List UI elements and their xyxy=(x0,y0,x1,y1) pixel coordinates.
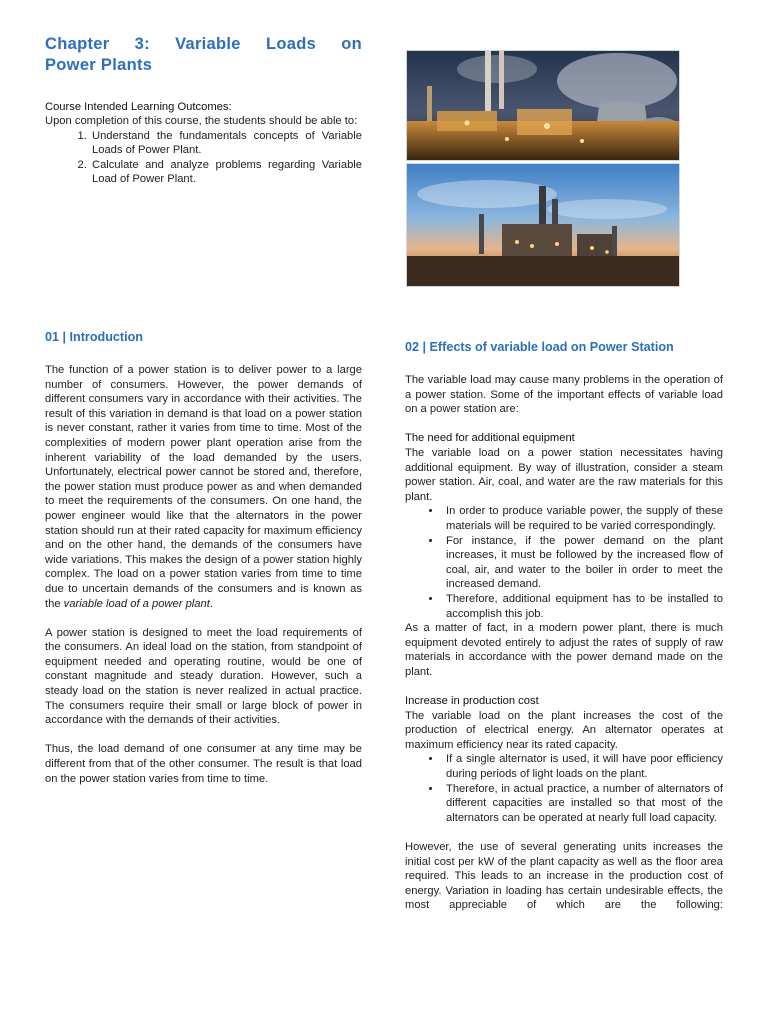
chapter-title xyxy=(45,34,362,76)
production-cost-list xyxy=(405,752,723,825)
section-heading-effects: 02 | Effects of variable load on Power Station xyxy=(405,340,674,354)
outcomes-heading: Course Intended Learning Outcomes: xyxy=(45,101,232,113)
list-item: • In order to produce variable power, the supply of these materials will be required to be varied correspondingly. xyxy=(442,504,723,533)
chapter-title-line1: Chapter 3: Variable Loads on xyxy=(45,35,362,53)
section-introduction xyxy=(45,329,362,786)
subheading-additional-equipment: The need for additional equipment xyxy=(405,432,575,445)
power-plant-night-photo xyxy=(406,50,680,161)
outcome-item: 1. Understand the fundamentals concepts of Variable Loads of Power Plant. xyxy=(90,129,362,158)
intro-paragraph-3: Thus, the load demand of one consumer at any time may be different from that of the other consumer. The result is that load on the power station varies from time to time. xyxy=(45,743,362,785)
intro-paragraph-2: A power station is designed to meet the load requirements of the consumers. An ideal load on the station, from standpoint of equipment needed and operating routine, would be one of constant magnitude and steady duration. However, such a steady load on the station is never realized in actual practice. The consumers require their small or large block of power in accordance with the demands of their activities. xyxy=(45,626,362,727)
list-item: • Therefore, in actual practice, a number of alternators of different capacities are installed so that most of the alternators can be operated at nearly full load capacity. xyxy=(442,782,723,826)
header-block xyxy=(45,34,362,187)
production-cost-conclusion: However, the use of several generating units increases the initial cost per kW of the plant capacity as well as the floor area required. This leads to an increase in the production cost of energy. Variation in loading has certain undesirable effects, the most appreciable of which are the following: xyxy=(405,841,723,912)
chapter-title-line2: Power Plants xyxy=(45,56,153,74)
power-plant-dusk-photo xyxy=(406,163,680,287)
additional-equipment-text: The variable load on a power station necessitates having additional equipment. By way of illustration, consider a steam power station. Air, coal, and water are the raw materials for this plant. xyxy=(405,446,723,503)
list-item: • If a single alternator is used, it will have poor efficiency during periods of light loads on the plant. xyxy=(442,752,723,781)
section-effects xyxy=(405,339,723,913)
effects-intro: The variable load may cause many problems in the operation of a power station. Some of the important effects of variable load on a power station are: xyxy=(405,374,723,416)
outcome-item: 2. Calculate and analyze problems regarding Variable Load of Power Plant. xyxy=(90,158,362,187)
intro-paragraph-1 xyxy=(45,363,362,611)
intro-paragraph-1-end: . xyxy=(209,597,213,610)
subheading-production-cost: Increase in production cost xyxy=(405,695,539,708)
intro-paragraph-1-text: The function of a power station is to deliver power to a large number of consumers. However, the power demands of different consumers vary in accordance with their activities. The result of this variation in demand is that load on a power station is never constant, rather it varies from time to time. Most of the complexities of modern power plant operation arise from the inherent variability of the load demanded by the users. Unfortunately, electrical power cannot be stored and, therefore, the power station must produce power as and when demanded to meet the requirements of the consumers. On one hand, the power engineer would like that the alternators in the power station should run at their rated capacity for maximum efficiency and on the other hand, the demands of the consumers have wide variations. This makes the design of a power station highly complex. The load on a power station varies from time to time due to uncertain demands of the consumers and is known as the xyxy=(45,364,362,610)
outcomes-intro: Upon completion of this course, the students should be able to: xyxy=(45,115,358,127)
variable-load-term: variable load of a power plant xyxy=(63,597,210,610)
additional-equipment-list xyxy=(405,504,723,621)
production-cost-text: The variable load on the plant increases the cost of the production of electrical energy. An alternator operates at maximum efficiency near its rated capacity. xyxy=(405,709,723,751)
list-item: • Therefore, additional equipment has to be installed to accomplish this job. xyxy=(442,592,723,621)
additional-equipment-conclusion: As a matter of fact, in a modern power plant, there is much equipment devoted entirely to adjust the rates of supply of raw materials in accordance with the power demand made on the plant. xyxy=(405,622,723,678)
list-item: • For instance, if the power demand on the plant increases, it must be followed by the increased flow of coal, air, and water to the boiler in order to meet the increased demand. xyxy=(442,534,723,592)
section-heading-introduction: 01 | Introduction xyxy=(45,330,143,344)
outcomes-list xyxy=(45,129,362,187)
